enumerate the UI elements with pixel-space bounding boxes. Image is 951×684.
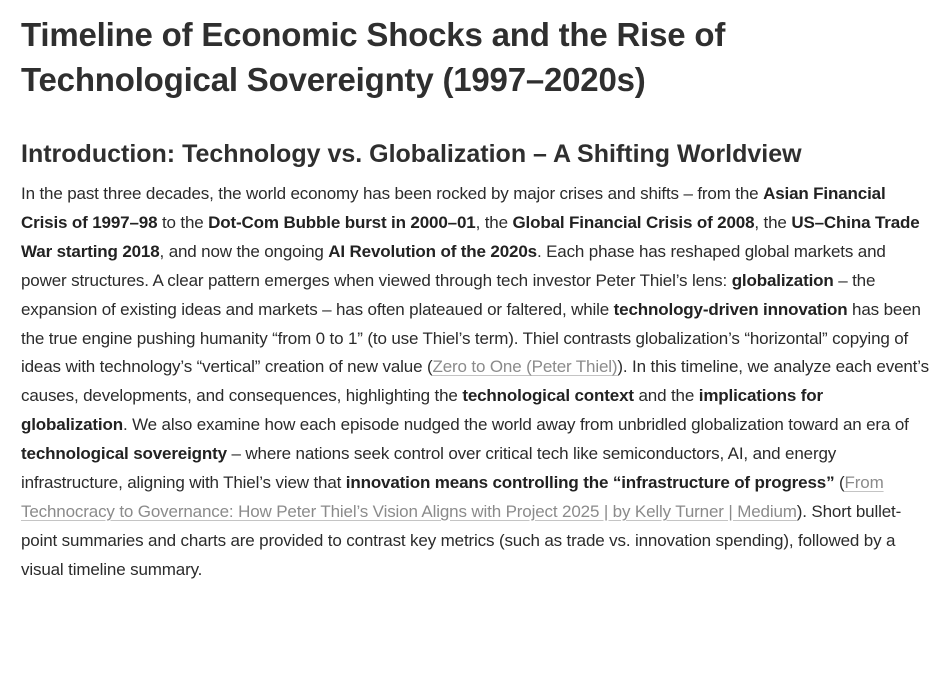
- intro-text: – the expansion of existing ideas and markets – has often plateaued or faltered, while: [21, 270, 876, 319]
- intro-text: to the: [157, 212, 209, 232]
- intro-paragraph: [21, 180, 933, 585]
- intro-text: . We also examine how each episode nudged the world away from unbridled globalization toward an era of: [122, 415, 909, 435]
- document-page: [21, 12, 933, 585]
- bold-trade-war: US–China Trade War starting 2018: [21, 212, 920, 261]
- bold-technological-context: technological context: [462, 386, 634, 406]
- intro-text: In the past three decades, the world economy has been rocked by major crises and shifts – from the: [21, 184, 764, 203]
- bold-ai-revolution: AI Revolution of the 2020s: [328, 241, 537, 261]
- intro-text: , and now the ongoing: [159, 241, 329, 261]
- intro-text: has been the true engine pushing humanity “from 0 to 1” (to use Thiel’s term). Thiel contrasts globalization’s “horizontal” copying of ideas with technology’s “vertical” creation of new value (: [21, 299, 921, 377]
- intro-text: , the: [754, 212, 792, 232]
- link-zero-to-one[interactable]: Zero to One (Peter Thiel): [432, 357, 618, 377]
- intro-text: – where nations seek control over critical tech like semiconductors, AI, and energy infrastructure, aligning with Thiel’s view that: [21, 444, 837, 493]
- bold-infrastructure-of-progress: innovation means controlling the “infrastructure of progress”: [345, 473, 835, 493]
- intro-text: . Each phase has reshaped global markets and power structures. A clear pattern emerges when viewed through tech investor Peter Thiel’s lens:: [21, 241, 886, 290]
- intro-text: , the: [475, 212, 513, 232]
- bold-global-financial-crisis: Global Financial Crisis of 2008: [512, 212, 755, 232]
- bold-technological-sovereignty: technological sovereignty: [21, 444, 227, 464]
- page-title: Timeline of Economic Shocks and the Rise of Technological Sovereignty (1997–2020s): [21, 16, 726, 98]
- bold-dot-com-bubble: Dot-Com Bubble burst in 2000–01: [208, 212, 476, 232]
- section-heading: Introduction: Technology vs. Globalization – A Shifting Worldview: [21, 140, 802, 168]
- bold-technology-driven-innovation: technology-driven innovation: [613, 299, 848, 319]
- intro-text: ). Short bullet-point summaries and charts are provided to contrast key metrics (such as trade vs. innovation spending), followed by a visual timeline summary.: [21, 501, 902, 579]
- intro-text: (: [834, 473, 845, 493]
- bold-globalization: globalization: [731, 270, 834, 290]
- link-medium-article[interactable]: From Technocracy to Governance: How Peter Thiel’s Vision Aligns with Project 2025 | by Kelly Turner | Medium: [21, 473, 884, 521]
- bold-implications-for-globalization: implications for globalization: [21, 386, 823, 435]
- intro-text: ). In this timeline, we analyze each event’s causes, developments, and consequences, highlighting the: [21, 357, 929, 406]
- bold-asian-financial-crisis: Asian Financial Crisis of 1997–98: [21, 184, 886, 232]
- intro-text: and the: [633, 386, 699, 406]
